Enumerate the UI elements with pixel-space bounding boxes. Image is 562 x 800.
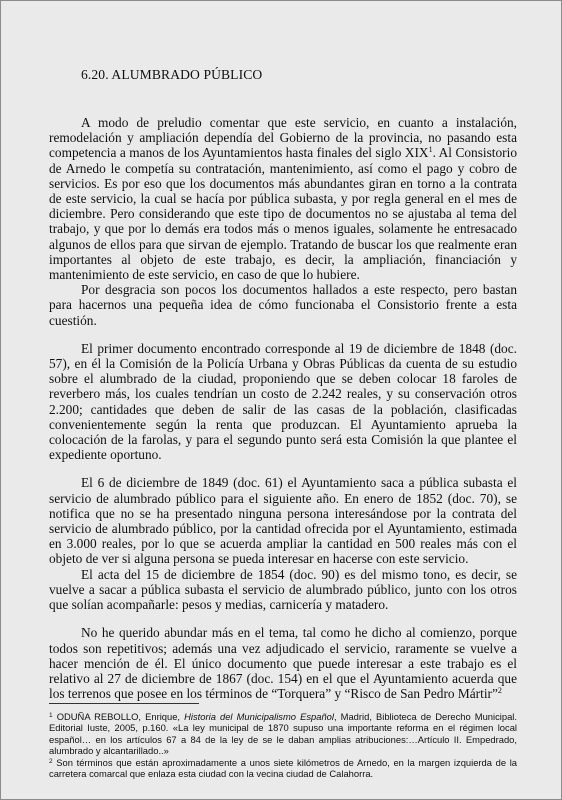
- footnote: [49, 757, 517, 780]
- footnote-number: 2: [49, 757, 53, 765]
- paragraph: El acta del 15 de diciembre de 1854 (doc. 90) es del mismo tono, es decir, se vuelve a sacar a pública subasta el servicio de alumbrado público, junto con los otros que solían acompañarle: pesos y medias, carnicería y matadero.: [49, 566, 517, 613]
- footnotes: [49, 711, 517, 779]
- footnote: [49, 711, 517, 757]
- paragraph: [49, 625, 517, 701]
- footnote-number: 1: [49, 712, 53, 719]
- footnote-work-title: Historia del Municipalismo Español: [184, 711, 334, 722]
- paragraph: [49, 115, 517, 282]
- section-title: 6.20. ALUMBRADO PÚBLICO: [81, 67, 263, 82]
- paragraph: Por desgracia son pocos los documentos hallados a este respecto, pero bastan para hacernos una pequeña idea de cómo funcionaba el Consistorio frente a esta cuestión.: [49, 282, 517, 328]
- paragraph-text: . Al Consistorio de Arnedo le competía su contratación, mantenimiento, así como el pago y cobro de servicios. Es por eso que los documentos más abundantes giran en torno a la contrata de este servicio, la cual se hacía por pública subasta, y por regla general en el mes de diciembre. Pero considerando que este tipo de documentos no se ajustaba al tema del trabajo, y que por lo demás era todos más o menos iguales, solamente he entresacado algunos de ellos para que sirvan de ejemplo. Tratando de buscar los que realmente eran importantes al objeto de este trabajo, es decir, la ampliación, financiación y mantenimiento de este servicio, en caso de que lo hubiere.: [49, 145, 517, 283]
- footnote-text: Son términos que están aproximadamente a unos siete kilómetros de Arnedo, en la margen izquierda de la carretera comarcal que enlaza esta ciudad con la vecina ciudad de Calahorra.: [49, 756, 517, 780]
- footnote-divider: [49, 703, 199, 704]
- paragraph-text: A modo de preludio comentar que este servicio, en cuanto a instalación, remodelación y ampliación dependía del Gobierno de la provincia, no pasando esta competencia a manos de los Ayuntamientos hasta finales del siglo XIX: [49, 115, 517, 161]
- footnote-ref[interactable]: 1: [428, 145, 433, 155]
- paragraph: El 6 de diciembre de 1849 (doc. 61) el Ayuntamiento saca a pública subasta el servicio de alumbrado público para el siguiente año. En enero de 1852 (doc. 70), se notifica que no se ha presentado ninguna persona interesándose por la contrata del servicio de alumbrado público, por la cantidad ofrecida por el Ayuntamiento, estimada en 3.000 reales, por lo que se acuerda ampliar la cantidad en 500 reales más con el objeto de ver si alguna persona se pueda interesar en hacerse con este servicio.: [49, 475, 517, 567]
- footnote-author: ODUÑA REBOLLO, Enrique,: [52, 711, 185, 722]
- paragraph: El primer documento encontrado corresponde al 19 de diciembre de 1848 (doc. 57), en él la Comisión de la Policía Urbana y Obras Públicas da cuenta de su estudio sobre el alumbrado de la ciudad, proponiendo que se deben colocar 18 faroles de reverbero más, los cuales tendrían un costo de 2.242 reales, y su conservación otros 2.200; cantidades que deben de salir de las casas de la población, clasificadas convenientemente según la renta que produzcan. El Ayuntamiento aprueba la colocación de la farolas, y para el segundo punto será esta Comisión la que plantee el expediente oportuno.: [49, 340, 517, 463]
- footnote-text: , Madrid, Biblioteca de Derecho Municipal. Editorial Iuste, 2005, p.160. «La ley municipal de 1870 supuso una importante reforma en el régimen local español… en los artículos 67 a 84 de la ley de se le daban amplias atribuciones:…Artículo II. Empedrado, alumbrado y alcantarillado..»: [49, 711, 517, 757]
- body-text: [49, 115, 517, 701]
- footnote-ref[interactable]: 2: [497, 686, 502, 696]
- paragraph-text: No he querido abundar más en el tema, tal como he dicho al comienzo, porque todos son repetitivos; además una vez adjudicado el servicio, raramente se vuelve a hacer mención de él. El único documento que puede interesar a este trabajo es el relativo al 27 de diciembre de 1867 (doc. 154) en el que el Ayuntamiento acuerda que los terrenos que posee en los términos de “Torquera” y “Risco de San Pedro Mártir”: [49, 625, 517, 702]
